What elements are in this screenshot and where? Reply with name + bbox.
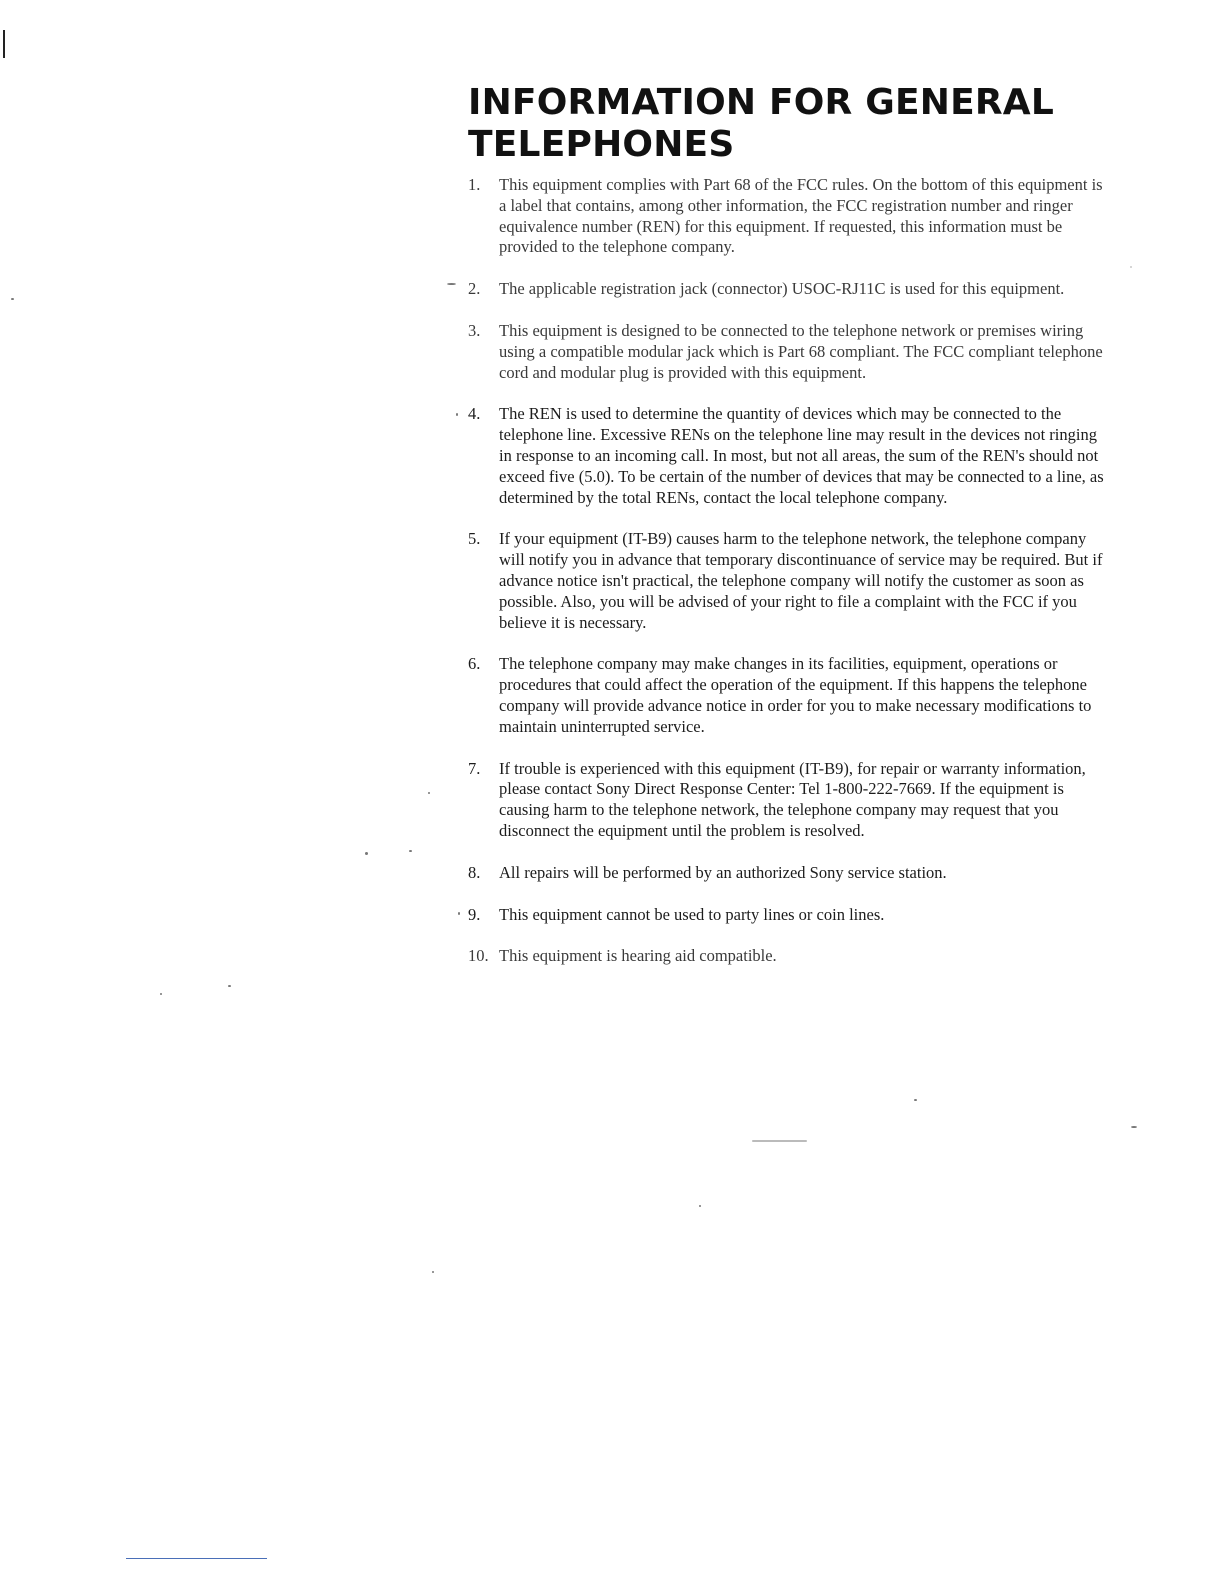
- list-item: [468, 175, 1113, 258]
- scan-speck: [409, 850, 412, 852]
- list-item-number: 7.: [468, 758, 481, 778]
- list-item-text: This equipment is hearing aid compatible.: [499, 946, 777, 966]
- page-title: INFORMATION FOR GENERAL TELEPHONES: [468, 82, 1054, 165]
- list-item-text: The REN is used to determine the quantity of devices which may be connected to the telephone line. Excessive RENs on the telephone line may result in the devices not ringing in response to an incoming call. In most, but not all areas, the sum of the REN's should not exceed five (5.0). To be certain of the number of devices that may be connected to a line, as determined by the total RENs, contact the local telephone company.: [499, 404, 1104, 507]
- list-item-number: 6.: [468, 654, 481, 674]
- scan-speck: [458, 912, 460, 915]
- bottom-rule: [126, 1558, 267, 1559]
- list-item: [468, 905, 1113, 926]
- list-item-number: 4.: [468, 404, 481, 424]
- scan-speck: [432, 1271, 434, 1273]
- scan-speck: [456, 413, 458, 416]
- list-item-number: 1.: [468, 175, 481, 194]
- numbered-list: [468, 175, 1113, 988]
- list-item-number: 9.: [468, 904, 481, 924]
- list-item-text: If trouble is experienced with this equipment (IT-B9), for repair or warranty information, please contact Sony Direct Response Center: Tel 1-800-222-7669. If the equipment is causing harm to the telephone network, the telephone company may request that you disconnect the equipment until the problem is resolved.: [499, 758, 1086, 840]
- list-item-text: All repairs will be performed by an authorized Sony service station.: [499, 862, 947, 882]
- scan-speck: [1130, 266, 1132, 268]
- scan-speck: [365, 852, 368, 855]
- scan-speck: [914, 1099, 917, 1101]
- list-item: [468, 321, 1113, 383]
- scan-speck: [11, 298, 14, 300]
- list-item: [468, 404, 1113, 508]
- list-item-number: 2.: [468, 279, 481, 299]
- list-item-number: 3.: [468, 320, 481, 340]
- list-item-text: The applicable registration jack (connector) USOC-RJ11C is used for this equipment.: [499, 279, 1065, 299]
- scan-speck: [699, 1205, 701, 1207]
- scan-speck: [752, 1140, 807, 1142]
- list-item-number: 5.: [468, 529, 481, 549]
- list-item-text: This equipment complies with Part 68 of the FCC rules. On the bottom of this equipment is a label that contains, among other information, the FCC registration number and ringer equivalence number (REN) for this equipment. If requested, this information must be provided to the telephone company.: [499, 175, 1103, 257]
- scan-speck: [428, 792, 430, 794]
- list-item: [468, 529, 1113, 633]
- list-item-text: The telephone company may make changes in its facilities, equipment, operations or procedures that could affect the operation of the equipment. If this happens the telephone company will provide advance notice in order for you to make necessary modifications to maintain uninterrupted service.: [499, 654, 1092, 736]
- list-item-text: This equipment cannot be used to party lines or coin lines.: [499, 904, 885, 924]
- list-item: [468, 946, 1113, 967]
- list-item: [468, 654, 1113, 737]
- scan-speck: [228, 985, 231, 987]
- list-item-number: 10.: [468, 946, 489, 966]
- list-item-text: This equipment is designed to be connected to the telephone network or premises wiring using a compatible modular jack which is Part 68 compliant. The FCC compliant telephone cord and modular plug is provided with this equipment.: [499, 320, 1103, 382]
- list-item: [468, 863, 1113, 884]
- scan-speck: [160, 993, 162, 995]
- list-item-text: If your equipment (IT-B9) causes harm to the telephone network, the telephone company will notify you in advance that temporary discontinuance of service may be required. But if advance notice isn't practical, the telephone company will notify the customer as soon as possible. Also, you will be advised of your right to file a complaint with the FCC if you believe it is necessary.: [499, 529, 1103, 632]
- list-item: [468, 279, 1113, 300]
- scan-speck: [1131, 1126, 1137, 1128]
- scan-edge-mark: [3, 30, 5, 58]
- scan-speck: [447, 283, 456, 285]
- list-item: [468, 759, 1113, 842]
- list-item-number: 8.: [468, 862, 481, 882]
